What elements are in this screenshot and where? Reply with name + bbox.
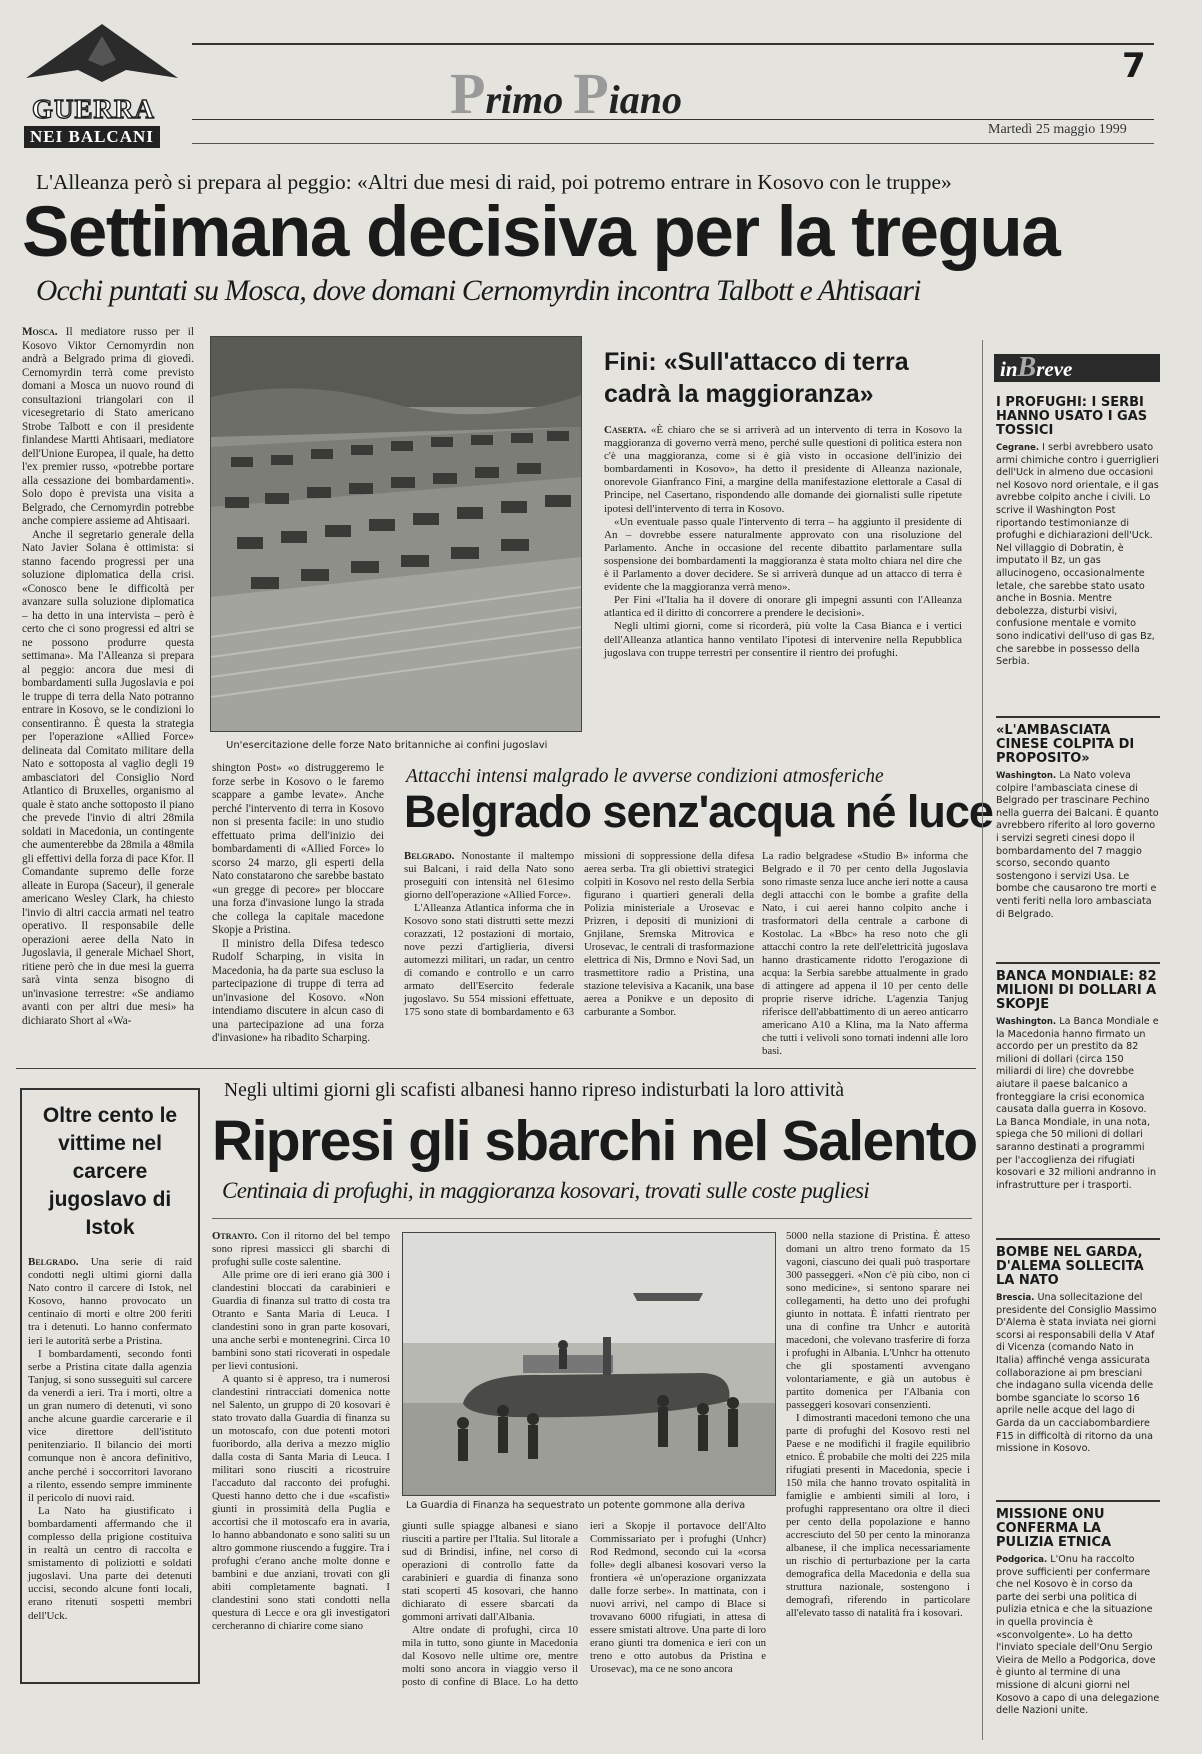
brief-body xyxy=(996,442,1160,669)
brief-dateline: Brescia. xyxy=(996,1293,1035,1303)
brief-item xyxy=(996,1508,1160,1738)
fini-column xyxy=(604,424,962,742)
dinghy-beach-image xyxy=(403,1233,775,1495)
page-date: Martedì 25 maggio 1999 xyxy=(988,122,1127,137)
istok-body-1: Una serie di raid condotti negli ultimi giorni dalla Nato contro il carcere di Istok, nel Kosovo, hanno provocato un centinaio di morti e oltre 200 feriti tra i detenuti. Lo hanno confermato ieri le autorità serbe a Pristina. xyxy=(28,1256,193,1347)
fini-headline: Fini: «Sull'attacco di terra cadrà la maggioranza» xyxy=(604,348,909,408)
istok-dateline: Belgrado. xyxy=(28,1256,79,1268)
salento-body-2: Alle prime ore di ieri erano già 300 i clandestini bloccati da carabinieri e Guardia di finanza sul tratto di costa tra Otranto e Santa Maria di Leuca. I clandestini sono in gran parte kosovari, una anche serbi e montenegrini. Circa 10 bambini sono stati ricoverati in ospedale per lievi contusioni. xyxy=(212,1269,390,1372)
belgrado-body-3: La radio belgradese «Studio B» informa che Belgrado e il 70 per cento della Jugoslavia sono rimaste senza luce anche ieri notte a causa degli attacchi con le bombe a grafite della Nato, i cui aerei hanno colpito anche i trasformatori della centrale a carbone di Kostolac. La «Bbc» ha reso noto che gli attacchi contro la rete dell'elettricità jugoslava hanno drasticamente ridotto l'erogazione di acqua: la Serbia sarebbe attualmente in grado di attingere ad appena il 10 per cento delle proprie riserve idriche. L'agenzia Tanjug riferisce dell'abbattimento di un aereo anticarro americano A10 a Klina, ma la Nato afferma che tutti i velivoli sono tornati indenni alle loro basi. xyxy=(762,850,968,1057)
brief-dateline: Washington. xyxy=(996,1017,1057,1027)
lead-photo-caption: Un'esercitazione delle forze Nato britanniche ai confini jugoslavi xyxy=(226,740,548,751)
salento-photo-caption: La Guardia di Finanza ha sequestrato un potente gommone alla deriva xyxy=(406,1500,746,1511)
brief-dateline: Cegrane. xyxy=(996,443,1040,453)
fini-dateline: Caserta. xyxy=(604,424,647,436)
salento-column-1 xyxy=(212,1230,390,1740)
brief-headline: I PROFUGHI: I SERBI HANNO USATO I GAS TOSSICI xyxy=(996,395,1148,438)
belgrado-column-1 xyxy=(404,850,754,1058)
sidebar-divider xyxy=(982,340,983,1740)
brief-body xyxy=(996,1292,1160,1456)
brief-item xyxy=(996,970,1160,1230)
belgrado-dateline: Belgrado. xyxy=(404,850,455,862)
belgrado-body-2: L'Alleanza Atlantica informa che in Kosovo sono stati distrutti sette mezzi corazzati, 12 postazioni di mortaio, nove pezzi d'artiglieria, diversi automezzi militari, un radar, un centro di comando e controllo e un carro armato dell'Esercito federale jugoslavo. Su 554 missioni effettuate, 175 sono state di bombardamento e 63 missioni di soppressione della difesa aerea serba. Tra gli obiettivi strategici colpiti in Kosovo nel resto della Serbia figurano i quartieri generali della Polizia ministeriale a Urosevac e Prizren, i depositi di munizioni di Gnjilane, Sremska Mitrovica e Urosevac, le centrali di trasformazione elettrica di Nis, Drmno e Novi Sad, un trasmettitore radio a Pristina, una stazione televisiva a Kacanik, una base aerea a Ponikve e un deposito di carburante a Sombor. xyxy=(404,850,754,1018)
section-title-part1: rimo xyxy=(485,77,574,122)
section-badge-line1: GUERRA xyxy=(32,94,156,124)
salento-subhead: Centinaia di profughi, in maggioranza kosovari, trovati sulle coste pugliesi xyxy=(222,1178,870,1203)
section-title xyxy=(450,60,682,127)
section-title-part2: iano xyxy=(608,77,683,122)
fini-body-2: «Un eventuale passo quale l'intervento di terra – ha aggiunto il presidente di An – dovrebbe essere naturalmente approvato con una risoluzione del Parlamento. Anche in occasione del recente dibattito parlamentare sulla sospensione dei bombardamenti la maggioranza è stata molto chiara nel dire che è il Parlamento a dover decidere. Se si arriverà dunque ad un attacco di terra è evidente che la maggioranza verrà meno». xyxy=(604,515,962,594)
brief-item xyxy=(996,1246,1160,1492)
brief-body xyxy=(996,770,1160,921)
istok-body-3: La Nato ha giustificato i bombardamenti affermando che il complesso della prigione costituiva in realtà un centro di raccolta e smistamento di poliziotti e soldati jugoslavi. Una parte dei detenuti uccisi, secondo alcune fonti locali, erano ritenuti sospetti membri dell'Uck. xyxy=(28,1504,192,1622)
stealth-bomber-icon xyxy=(22,20,182,98)
salento-body-1: Con il ritorno del bel tempo sono ripresi massicci gli sbarchi di profughi sulle coste salentine. xyxy=(212,1230,390,1268)
tanks-exercise-image xyxy=(211,337,581,731)
page-number: 7 xyxy=(1122,46,1146,86)
lead-kicker: L'Alleanza però si prepara al peggio: «Altri due mesi di raid, poi potremo entrare in Kosovo con le truppe» xyxy=(36,170,952,194)
section-badge-line2: NEI BALCANI xyxy=(24,126,160,148)
brief-separator xyxy=(996,716,1160,718)
sidebar-title-letter: B xyxy=(1017,352,1037,383)
brief-dateline: Washington. xyxy=(996,771,1057,781)
lead-headline: Settimana decisiva per la tregua xyxy=(22,193,1060,272)
lead-body-4: Il ministro della Difesa tedesco Rudolf Scharping, in visita in Macedonia, ha da parte sua escluso la partecipazione di truppe di terra ad un'invasione del Kosovo. «Non intendiamo discutere in alcun caso di una partecipazione ad una forza d'invasione» ha ribadito Scharping. xyxy=(212,937,384,1044)
istok-headline: Oltre cento le vittime nel carcere jugoslavo di Istok xyxy=(42,1104,178,1239)
brief-dateline: Podgorica. xyxy=(996,1555,1048,1565)
brief-text: L'Onu ha raccolto prove sufficienti per confermare che nel Kosovo è in corso da parte dei serbi una politica di pulizia etnica e che la situazione in quella provincia è «sconvolgente». Lo ha detto l'inviato speciale dell'Onu Sergio Vieira de Mello a Podgorica, dove è giunto al termine di una missione di alcuni giorni nel Kosovo a capo di una delegazione delle Nazioni unite. xyxy=(996,1554,1160,1717)
brief-headline: BOMBE NEL GARDA, D'ALEMA SOLLECITA LA NATO xyxy=(996,1245,1144,1288)
istok-column xyxy=(28,1256,192,1666)
lead-photo xyxy=(210,336,582,732)
masthead-date-rule xyxy=(192,143,1154,144)
salento-column-2 xyxy=(402,1520,766,1740)
salento-photo xyxy=(402,1232,776,1496)
lead-column-1 xyxy=(22,326,195,1027)
brief-body xyxy=(996,1016,1160,1192)
brief-text: Una sollecitazione del presidente del Consiglio Massimo D'Alema è stata inviata nei giorni scorsi ai responsabili della V Ataf di Vicenza (comando Nato in Italia) affinché venga assicurata collaborazione ai pm bresciani che indagano sulla vicenda delle bombe sganciate lo scorso 16 aprile nelle acque del lago di Garda da un cacciabombardiere F15 in difficoltà di ritorno da una missione in Kosovo. xyxy=(996,1292,1157,1455)
sidebar-title xyxy=(994,354,1160,382)
brief-separator xyxy=(996,1238,1160,1240)
sidebar-briefs xyxy=(996,396,1160,1742)
belgrado-kicker: Attacchi intensi malgrado le avverse condizioni atmosferiche xyxy=(406,766,884,787)
masthead-bottom-rule xyxy=(192,119,1154,120)
salento-body-5: Altre ondate di profughi, circa 10 mila in tutto, sono giunte in Macedonia dal Kosovo nelle ultime ore, mentre molti sono ancora in viaggio verso il posto di confine di Blace. Lo ha detto ieri a Skopje il portavoce dell'Alto Commissariato per i profughi (Unhcr) Rod Redmond, secondo cui la «corsa folle» degli albanesi kosovari verso la frontiera «è un'operazione organizzata dalle forze serbe». In mattinata, con i nuovi arrivi, nel campo di Blace si trovavano 6000 rifugiati, in attesa di essere smistati altrove. Una parte di loro erano giunti tra domenica e ieri con un treno e otto autobus da Pristina e Urosevac), ma ce ne sono ancora xyxy=(402,1520,766,1688)
salento-kicker: Negli ultimi giorni gli scafisti albanesi hanno ripreso indisturbati la loro attività xyxy=(224,1080,845,1101)
lead-column-2 xyxy=(212,762,384,1058)
brief-headline: «L'AMBASCIATA CINESE COLPITA DI PROPOSITO» xyxy=(996,723,1135,766)
sidebar-title-prefix: in xyxy=(1000,357,1018,381)
brief-body xyxy=(996,1554,1160,1718)
brief-text: I serbi avrebbero usato armi chimiche contro i guerriglieri dell'Uck in almeno due occasioni nel Kosovo nord orientale, e il gas avrebbe colpito anche i civili. Lo scrive il Washington Post riportando testimonianze di profughi e dichiarazioni dell'Uck. Nel villaggio di Dobratin, è imputato il Bz, un gas allucinogeno, occasionalmente letale, che sarebbe stato usato anche in Bosnia. Mentre debolezza, disturbi visivi, confusione mentale e vomito sono indicativi dell'uso di gas Bz, che sarebbe in possesso della Serbia. xyxy=(996,442,1159,668)
brief-headline: MISSIONE ONU CONFERMA LA PULIZIA ETNICA xyxy=(996,1507,1112,1550)
brief-headline: BANCA MONDIALE: 82 MILIONI DI DOLLARI A SKOPJE xyxy=(996,969,1157,1012)
fini-body-3: Per Fini «l'Italia ha il dovere di onorare gli impegni assunti con l'Alleanza atlantica ed il diritto di concorrere a prendere le decisioni». xyxy=(604,594,962,620)
salento-body-3: A quanto si è appreso, tra i numerosi clandestini rintracciati domenica notte nel Salento, un gruppo di 20 kosovari è stato trovato dalla Guardia di finanza su un motoscafo, con due potenti motori fuoribordo, alla deriva a mezzo miglio dalla costa di Santa Maria di Leuca. I militari sono riusciti a ricostruire l'accaduto dal racconto dei profughi. Questi hanno detto che i due «scafisti» giunti in prossimità della Puglia e accortisi che il motoscafo era in avaria, lo hanno abbandonato e sono saliti su un altro gommone riuscendo a fuggire. Tra i profughi c'erano anche molte donne e bambini e due anziani, trovati con gli abiti completamente bagnati. I clandestini sono stati condotti nella questura di Lecce e ora gli investigatori cercheranno di chiarire come siano xyxy=(212,1373,390,1632)
fini-body-1: «È chiaro che se si arriverà ad un intervento di terra in Kosovo la maggioranza di governo verrà meno, perché sulle questioni di politica estera non c'è una maggioranza, come si è già visto in occasione dell'inizio dei bombardamenti in Kosovo», ha detto il presidente di Alleanza nazionale, onorevole Gianfranco Fini, a margine della manifestazione elettorale a Casal di Principe, nel Casertano, rispondendo alle domande dei giornalisti sulle ripetute ipotesi dell'intervento di terra in Kosovo. xyxy=(604,424,963,515)
brief-text: La Banca Mondiale e la Macedonia hanno firmato un accordo per un prestito da 82 milioni di dollari (circa 150 miliardi di lire) che dovrebbe aiutare il paese balcanico a fronteggiare la crisi economica causata dalla guerra in Kosovo. La Banca Mondiale, in una nota, spiega che 50 milioni di dollari saranno destinati a programmi per l'accoglienza dei rifugiati kosovari e 32 milioni andranno in infrastrutture per i trasporti. xyxy=(996,1016,1159,1191)
salento-body-7: I dimostranti macedoni temono che una parte di profughi del Kosovo resti nel Paese e ne modifichi il fragile equilibrio etnico. È probabile che molti dei 225 mila rifugiati presenti in Macedonia, specie i 150 mila che hanno trovato ospitalità in famiglie e ambienti simili al loro, i profughi rappresentano ora oltre il dieci per cento della popolazione e hanno accresciuto del 50 per cento la minoranza albanese, il che implica necessariamente un rischio di perturbazione per la carta demografica della Macedonia e della sua struttura nazionale, sostengono i demografi, riferendo in particolare all'elevato tasso di natalità fra i kosovari. xyxy=(786,1412,970,1619)
salento-dateline: Otranto. xyxy=(212,1230,258,1242)
masthead-top-rule xyxy=(192,43,1154,45)
brief-text: La Nato voleva colpire l'ambasciata cinese di Belgrado per trascinare Pechino nella guerra dei Balcani. È quanto avrebbero riferito al loro governo i servizi segreti cinesi dopo il bombardamento del 7 maggio scorso, secondo quanto sostengono i servizi Usa. Le bombe che causarono tre morti e venti feriti nella loro ambasciata di Belgrado. xyxy=(996,770,1159,920)
brief-item xyxy=(996,396,1160,708)
belgrado-headline: Belgrado senz'acqua né luce xyxy=(404,786,993,837)
brief-separator xyxy=(996,1500,1160,1502)
section-title-letter2: P xyxy=(573,61,609,126)
salento-headline: Ripresi gli sbarchi nel Salento xyxy=(212,1109,977,1173)
lead-body-1: Il mediatore russo per il Kosovo Viktor Cernomyrdin non andrà a Belgrado prima di giovedì. Cernomyrdin terrà come previsto domani a Mosca un nuovo round di consultazioni triangolari con il vicesegretario di Stato americano Strobe Talbott e con il presidente finlandese Martti Ahtisaari, mediatore dell'Unione Europea, il quale, ha detto l'ex premier russo, «potrebbe portare alla cessazione dei bombardamenti». Solo dopo è prevista una visita a Belgrado, che Cernomyrdin potrebbe anche compiere assieme ad Ahtisaari. xyxy=(22,326,195,527)
fini-body-4: Negli ultimi giorni, come si ricorderà, più volte la Casa Bianca e i vertici dell'Alleanza atlantica hanno ventilato l'ipotesi di intervenire nella Repubblica jugoslava con truppe terrestri per consentire il rientro dei profughi. xyxy=(604,620,962,659)
salento-subhead-rule xyxy=(212,1218,972,1219)
salento-body-6: 5000 nella stazione di Pristina. È atteso domani un altro treno formato da 15 vagoni, ciascuno dei quali può trasportare 300 passeggeri. «Non c'è più cibo, non ci sono medicine», si sentono sparare nei collegamenti, ha detto uno dei profughi giunto in nottata. È infatti rientrato per una di confine tra Unhcr e autorità macedoni, che volevano trasferire di forza i profughi in Albania. L'Unhcr ha ottenuto che gli spostamenti avvengano volontariamente, e già un autobus è partito domenica per l'Albania con passeggeri kosovari consenzienti. xyxy=(786,1230,970,1411)
sidebar-title-rest: reve xyxy=(1036,357,1073,381)
salento-column-3 xyxy=(786,1230,970,1740)
istok-box xyxy=(20,1088,200,1684)
salento-body-4: giunti sulle spiagge albanesi e siano riusciti a partire per l'Italia. Sul litorale a sud di Brindisi, infine, nel corso di operazioni di controllo fatte da carabinieri e guardia di finanza sono stati scoperti 45 kosovari, che hanno dichiarato di essere sbarcati da gommoni arrivati dall'Albania. xyxy=(402,1520,578,1623)
brief-separator xyxy=(996,962,1160,964)
section-badge xyxy=(16,18,188,148)
lead-body-3: shington Post» «o distruggeremo le forze serbe in Kosovo o le faremo scappare a gambe levate». Anche perché l'intervento di terra in Kosovo non si presenta facile: in uno studio effettuato prima dell'inizio dei bombardamenti di «Allied Force» lo scorso 24 marzo, gli esperti della Nato constatarono che sarebbe bastato «un gregge di pecore» per bloccare una forza d'invasione lungo la strada che collega la capitale macedone Skopje a Pristina. xyxy=(212,762,384,936)
istok-body-2: I bombardamenti, secondo fonti serbe a Pristina citate dalla agenzia Tanjug, si sono susseguiti sul carcere da venerdì a ieri. Tra i morti, oltre a un gran numero di detenuti, vi sono anche alcune guardie carcerarie e il vice direttore dell'istituto penitenziario. Il bilancio dei morti comunque non è ancora definitivo, anche perché i soccorritori lavorano a rilento, essendo sempre imminente il pericolo di nuovi raid. xyxy=(28,1347,192,1504)
belgrado-body-1: Nonostante il maltempo sui Balcani, i raid della Nato sono proseguiti con intensità nel 61esimo giorno dell'operazione «Allied Force». xyxy=(404,850,574,901)
lead-body-2: Anche il segretario generale della Nato Javier Solana è ottimista: si stanno facendo progressi per una soluzione diplomatica della crisi. «Conosco bene le difficoltà per avanzare sulla soluzione diplomatica – ha detto in una intervista – però è certo che ci sono progressi ed altri se ne possono produrre questa settimana». Ma l'Alleanza si prepara al peggio: ancora due mesi di bombardamenti sulla Jugoslavia e poi le truppe di terra della Nato potranno entrare in Kosovo, se le condizioni lo consentiranno. È questa la strategia per l'operazione «Allied Force» delineata dal Comitato militare della Nato e sottoposta al vaglio degli 19 ambasciatori del Consiglio Nord Atlantico di Bruxelles, organismo al quale è stato anche sottoposto il piano che prevede l'invio di altri 28mila soldati in Macedonia, un contingente che aumenterebbe da 28mila a 48mila gli effettivi della forza di pace Kfor. Il Comandante supremo delle forze alleate in Europa (Saceur), il generale americano Wesley Clark, ha chiesto l'invio di altri caccia armati nel teatro operativo. Il responsabile delle operazioni aeree della Nato in Jugoslavia, il generale Michael Short, ritiene però che in due mesi la guerra sarà vinta senza bisogno di un'invasione terrestre: «Se andiamo avanti con per altri due mesi» ha dichiarato Short al «Wa- xyxy=(22,528,194,1027)
lead-subhead: Occhi puntati su Mosca, dove domani Cernomyrdin incontra Talbott e Ahtisaari xyxy=(36,275,921,307)
upper-section-rule xyxy=(16,1068,976,1069)
brief-item xyxy=(996,724,1160,954)
lead-dateline: Mosca. xyxy=(22,326,58,338)
belgrado-column-2 xyxy=(762,850,968,1058)
section-title-letter1: P xyxy=(450,61,486,126)
